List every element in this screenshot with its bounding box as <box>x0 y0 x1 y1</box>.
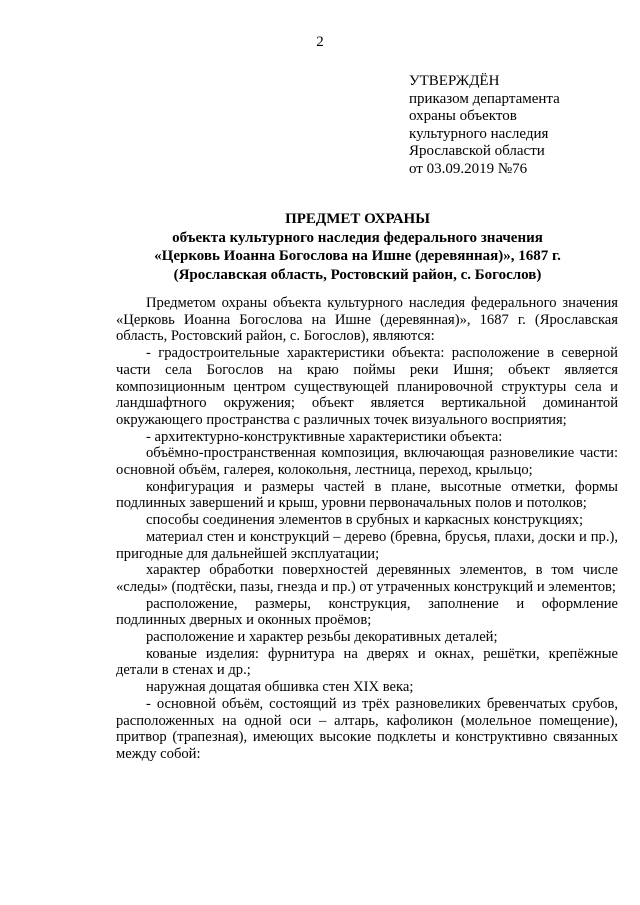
paragraph: - градостроительные характеристики объекта: расположение в северной части села Богослов на краю поймы реки Ишня; объект является композиционным центром существующей планировочной структуры села и ландшафтного окружения; объект является вертикальной доминантой окружающего пространства с различных точек визуального восприятия; <box>116 345 618 428</box>
heading-line: «Церковь Иоанна Богослова на Ишне (деревянная)», 1687 г. <box>154 248 561 264</box>
page-number: 2 <box>316 34 324 50</box>
paragraph: объёмно-пространственная композиция, включающая разновеликие части: основной объём, галерея, колокольня, лестница, переход, крыльцо; <box>116 445 618 479</box>
paragraph: Предметом охраны объекта культурного наследия федерального значения «Церковь Иоанна Богослова на Ишне (деревянная)», 1687 г. (Ярославская область, Ростовский район, с. Богослов), являются: <box>116 295 618 345</box>
paragraph: расположение, размеры, конструкция, заполнение и оформление подлинных дверных и оконных проёмов; <box>116 595 618 629</box>
heading-line: (Ярославская область, Ростовский район, с. Богослов) <box>173 266 542 283</box>
approval-line: приказом департамента <box>409 90 560 107</box>
paragraph: кованые изделия: фурнитура на дверях и окнах, решётки, крепёжные детали в стенах и др.; <box>116 645 618 679</box>
document-heading <box>95 210 620 284</box>
paragraph: способы соединения элементов в срубных и каркасных конструкциях; <box>146 512 584 529</box>
heading-line: объекта культурного наследия федерального значения <box>172 229 543 246</box>
paragraph: материал стен и конструкций – дерево (бревна, брусья, плахи, доски и пр.), пригодные для дальнейшей эксплуатации; <box>116 528 618 562</box>
paragraph: - основной объём, состоящий из трёх разновеликих бревенчатых срубов, расположенных на одной оси – алтарь, кафоликон (молельное помещение), притвор (трапезная), имеющих высокие подклеты и конструктивно связанных между собой: <box>116 695 618 762</box>
paragraph: - архитектурно-конструктивные характеристики объекта: <box>146 428 503 445</box>
document-body <box>116 295 618 763</box>
approval-block <box>409 73 629 178</box>
approval-line: УТВЕРЖДЁН <box>409 73 500 89</box>
paragraph: расположение и характер резьбы декоративных деталей; <box>146 629 498 646</box>
paragraph: конфигурация и размеры частей в плане, высотные отметки, формы подлинных завершений и крыш, уровни первоначальных полов и потолков; <box>116 478 618 512</box>
approval-line: культурного наследия <box>409 125 549 142</box>
approval-line: Ярославской области <box>409 143 545 159</box>
approval-line: от 03.09.2019 №76 <box>409 160 528 177</box>
paragraph: наружная дощатая обшивка стен XIX века; <box>146 679 414 696</box>
document-title: ПРЕДМЕТ ОХРАНЫ <box>285 211 430 227</box>
approval-line: охраны объектов <box>409 108 517 124</box>
paragraph: характер обработки поверхностей деревянных элементов, в том числе «следы» (подтёски, пазы, гнезда и пр.) от утраченных конструкций и элементов; <box>116 562 618 595</box>
